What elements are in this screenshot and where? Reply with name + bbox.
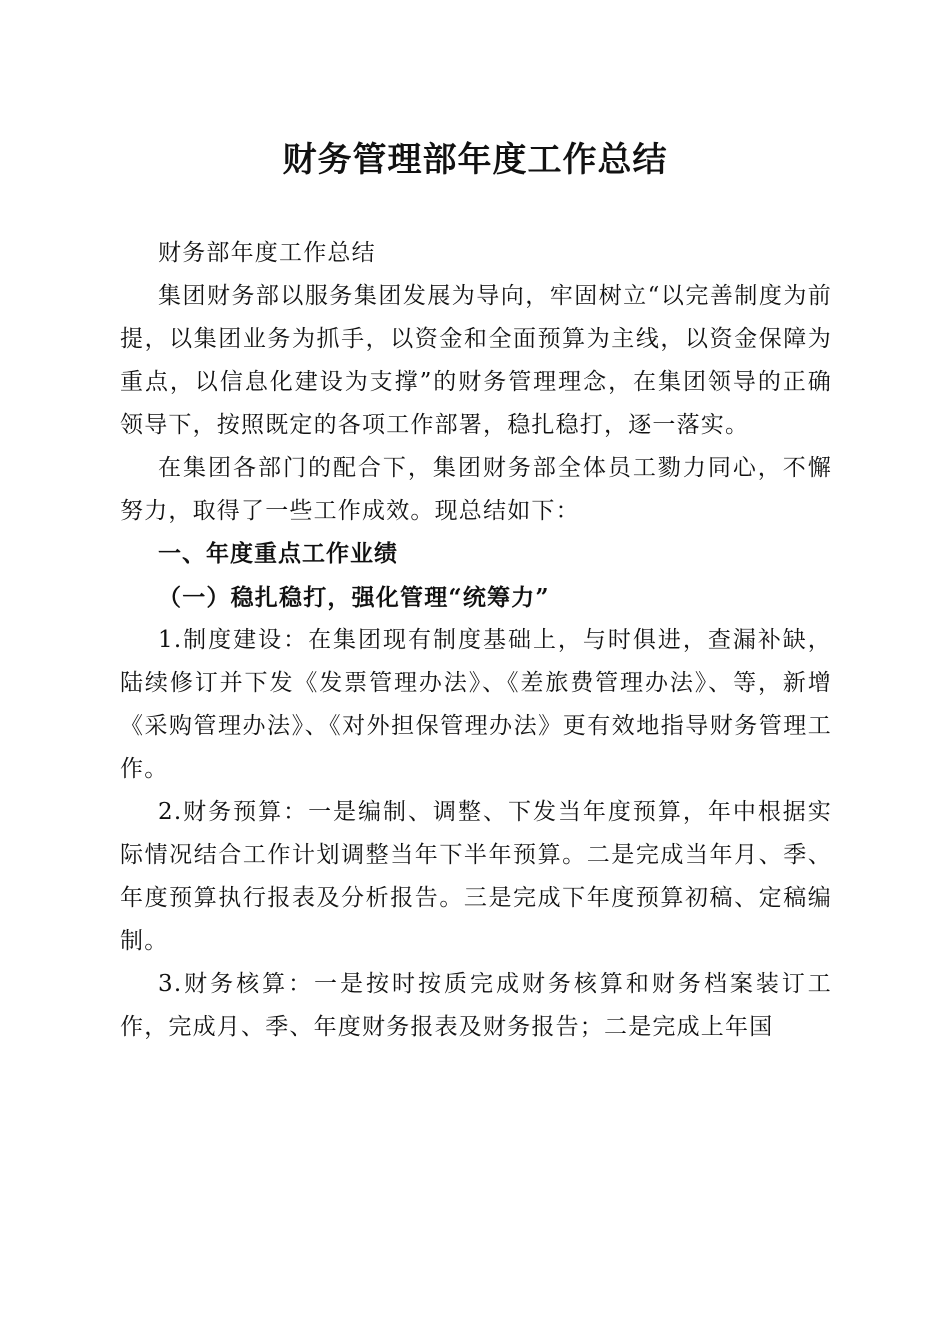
document-title: 财务管理部年度工作总结: [282, 140, 668, 180]
section-heading: 一、年度重点工作业绩: [158, 541, 398, 567]
subsection-heading: （一）稳扎稳打，强化管理“统筹力”: [158, 584, 550, 611]
item-system-construction: 1.制度建设：在集团现有制度基础上，与时俱进，查漏补缺，陆续修订并下发《发票管理办法》、《差旅费管理办法》、等，新增《采购管理办法》、《对外担保管理办法》更有效地指导财务管理工作。: [120, 627, 832, 782]
item-financial-budget: 2.财务预算：一是编制、调整、下发当年度预算，年中根据实际情况结合工作计划调整当年下半年预算。二是完成当年月、季、年度预算执行报表及分析报告。三是完成下年度预算初稿、定稿编制。: [120, 799, 832, 954]
item-financial-accounting: 3.财务核算：一是按时按质完成财务核算和财务档案装订工作，完成月、季、年度财务报表及财务报告；二是完成上年国: [120, 971, 832, 1040]
subtitle-paragraph: 财务部年度工作总结: [158, 240, 376, 266]
document-body: [120, 232, 832, 1049]
summary-paragraph: 在集团各部门的配合下，集团财务部全体员工勠力同心，不懈努力，取得了一些工作成效。现总结如下：: [120, 455, 832, 524]
intro-paragraph: 集团财务部以服务集团发展为导向，牢固树立“以完善制度为前提，以集团业务为抓手，以资金和全面预算为主线，以资金保障为重点，以信息化建设为支撑”的财务管理理念，在集团领导的正确领导下，按照既定的各项工作部署，稳扎稳打，逐一落实。: [120, 283, 832, 438]
